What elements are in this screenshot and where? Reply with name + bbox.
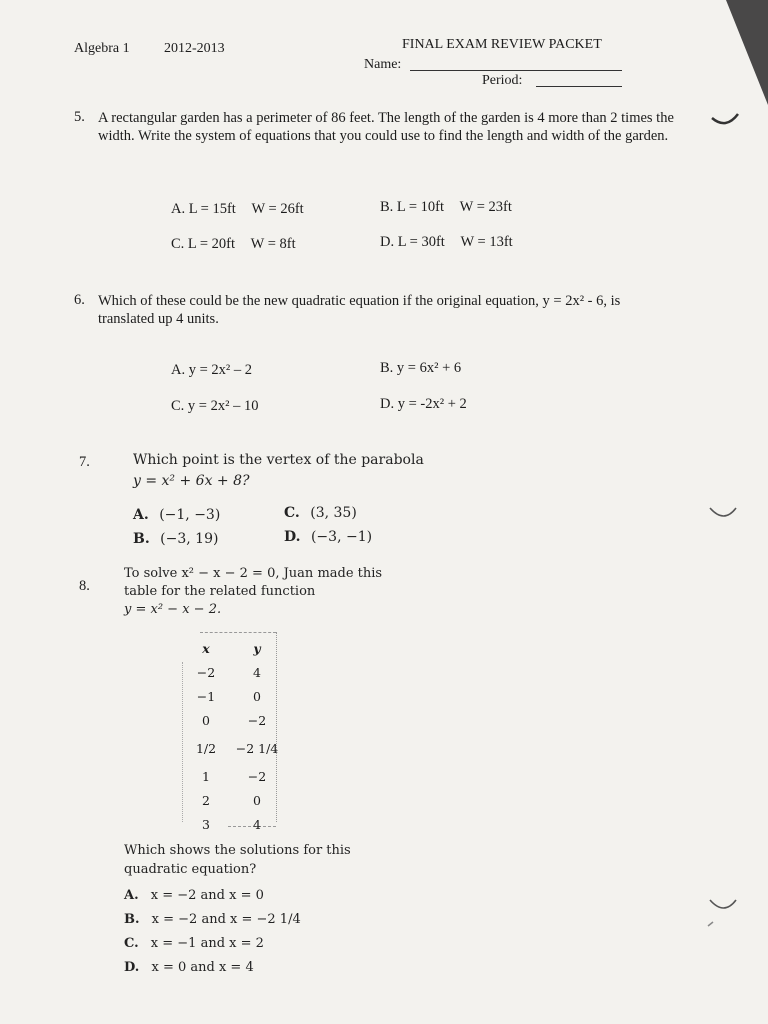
table-cell-y: 0 <box>253 688 261 704</box>
q8-choice-b[interactable] <box>124 912 301 927</box>
table-header-y: y <box>253 640 261 656</box>
choice-width: W = 8ft <box>250 236 296 252</box>
choice-label: B. <box>124 912 140 927</box>
table-top-border <box>200 632 276 633</box>
course-name: Algebra 1 <box>74 41 130 56</box>
choice-point: (3, 35) <box>310 505 357 521</box>
table-cell-y: −2 <box>247 768 267 784</box>
choice-label: A. <box>133 507 149 523</box>
q8-choice-c[interactable] <box>124 936 264 951</box>
table-cell-y: 4 <box>253 816 261 832</box>
choice-answer: x = 0 and x = 4 <box>151 960 254 975</box>
choice-width: W = 26ft <box>251 201 304 217</box>
q8-question-line2: quadratic equation? <box>124 862 257 877</box>
choice-label: A. <box>171 201 186 217</box>
choice-length: L = 20ft <box>187 236 236 252</box>
table-cell-y: −2 <box>247 712 267 728</box>
table-row <box>178 812 280 836</box>
choice-answer: x = −2 and x = 0 <box>150 888 264 903</box>
table-row <box>178 684 280 708</box>
table-cell-y: 4 <box>253 664 261 680</box>
binder-hole-mark <box>706 892 740 932</box>
q6-choice-a[interactable] <box>171 362 252 379</box>
table-cell-x: −1 <box>196 688 216 704</box>
choice-label: D. <box>124 960 140 975</box>
choice-equation: y = 6x² + 6 <box>396 360 462 376</box>
choice-equation: y = 2x² – 10 <box>187 398 259 414</box>
table-cell-x: 0 <box>202 712 210 728</box>
table-cell-x: 1 <box>202 768 210 784</box>
q7-number: 7. <box>79 454 90 470</box>
table-row <box>178 764 280 788</box>
choice-label: B. <box>133 531 150 547</box>
table-cell-y: 0 <box>253 792 261 808</box>
table-header-x: x <box>202 640 210 656</box>
q7-text-line1: Which point is the vertex of the parabola <box>133 452 424 468</box>
q7-choice-b[interactable] <box>133 531 218 547</box>
q5-choice-c[interactable] <box>171 236 296 253</box>
table-cell-x: 3 <box>202 816 210 832</box>
table-row <box>178 788 280 812</box>
packet-title: FINAL EXAM REVIEW PACKET <box>402 37 602 52</box>
binder-hole-mark <box>706 500 740 524</box>
q8-function: y = x² − x − 2. <box>124 602 222 617</box>
choice-label: D. <box>380 234 395 250</box>
q5-choice-a[interactable] <box>171 201 304 218</box>
choice-width: W = 13ft <box>460 234 513 250</box>
table-cell-y: −2 1/4 <box>235 740 279 756</box>
q6-choice-b[interactable] <box>380 360 461 377</box>
binder-hole-mark <box>708 108 742 130</box>
choice-label: B. <box>380 360 394 376</box>
q5-choice-b[interactable] <box>380 199 512 216</box>
choice-length: L = 10ft <box>396 199 445 215</box>
q5-number: 5. <box>74 109 85 125</box>
choice-equation: y = -2x² + 2 <box>397 396 467 412</box>
choice-label: A. <box>171 362 186 378</box>
choice-label: C. <box>124 936 139 951</box>
choice-label: C. <box>171 398 185 414</box>
name-label: Name: <box>364 57 402 72</box>
choice-length: L = 30ft <box>397 234 445 250</box>
values-table <box>178 636 280 836</box>
q6-text: Which of these could be the new quadratic equation if the original equation, y = 2x² - 6, is translated up 4 units. <box>98 293 621 327</box>
choice-point: (−3, −1) <box>310 529 373 545</box>
table-row <box>178 732 280 764</box>
q5-text: A rectangular garden has a perimeter of 86 feet. The length of the garden is 4 more than 2 times the width. Write the system of equations that you could use to find the length and width of the garden. <box>98 110 674 144</box>
q5-choice-d[interactable] <box>380 234 513 251</box>
q6-number: 6. <box>74 292 85 308</box>
period-field[interactable] <box>536 74 622 87</box>
q8-number: 8. <box>79 578 90 594</box>
school-year: 2012-2013 <box>164 41 225 56</box>
table-row <box>178 660 280 684</box>
table-header-row <box>178 636 280 660</box>
q8-choice-a[interactable] <box>124 888 264 903</box>
page-corner-shadow <box>708 0 768 110</box>
table-cell-x: −2 <box>196 664 216 680</box>
period-label: Period: <box>482 73 523 88</box>
choice-equation: y = 2x² – 2 <box>188 362 253 378</box>
q7-choice-a[interactable] <box>133 507 220 523</box>
choice-label: D. <box>380 396 395 412</box>
choice-point: (−3, 19) <box>160 531 219 547</box>
table-row <box>178 708 280 732</box>
choice-answer: x = −2 and x = −2 1/4 <box>151 912 301 927</box>
choice-label: A. <box>124 888 139 903</box>
table-cell-x: 2 <box>202 792 210 808</box>
choice-label: C. <box>171 236 185 252</box>
q7-equation: y = x² + 6x + 8? <box>133 473 250 489</box>
choice-answer: x = −1 and x = 2 <box>150 936 264 951</box>
q7-choice-d[interactable] <box>284 529 372 545</box>
choice-point: (−1, −3) <box>159 507 221 523</box>
q8-choice-d[interactable] <box>124 960 254 975</box>
q6-choice-c[interactable] <box>171 398 258 415</box>
q7-choice-c[interactable] <box>284 505 357 521</box>
table-cell-x: 1/2 <box>195 740 217 756</box>
choice-label: D. <box>284 529 301 545</box>
choice-label: B. <box>380 199 394 215</box>
q8-question-line1: Which shows the solutions for this <box>124 843 351 858</box>
name-field[interactable] <box>410 58 622 71</box>
choice-width: W = 23ft <box>459 199 512 215</box>
q6-choice-d[interactable] <box>380 396 467 413</box>
choice-length: L = 15ft <box>188 201 236 217</box>
q8-text-line2: table for the related function <box>124 584 316 599</box>
q8-text-line1: To solve x² − x − 2 = 0, Juan made this <box>124 566 383 581</box>
choice-label: C. <box>284 505 300 521</box>
